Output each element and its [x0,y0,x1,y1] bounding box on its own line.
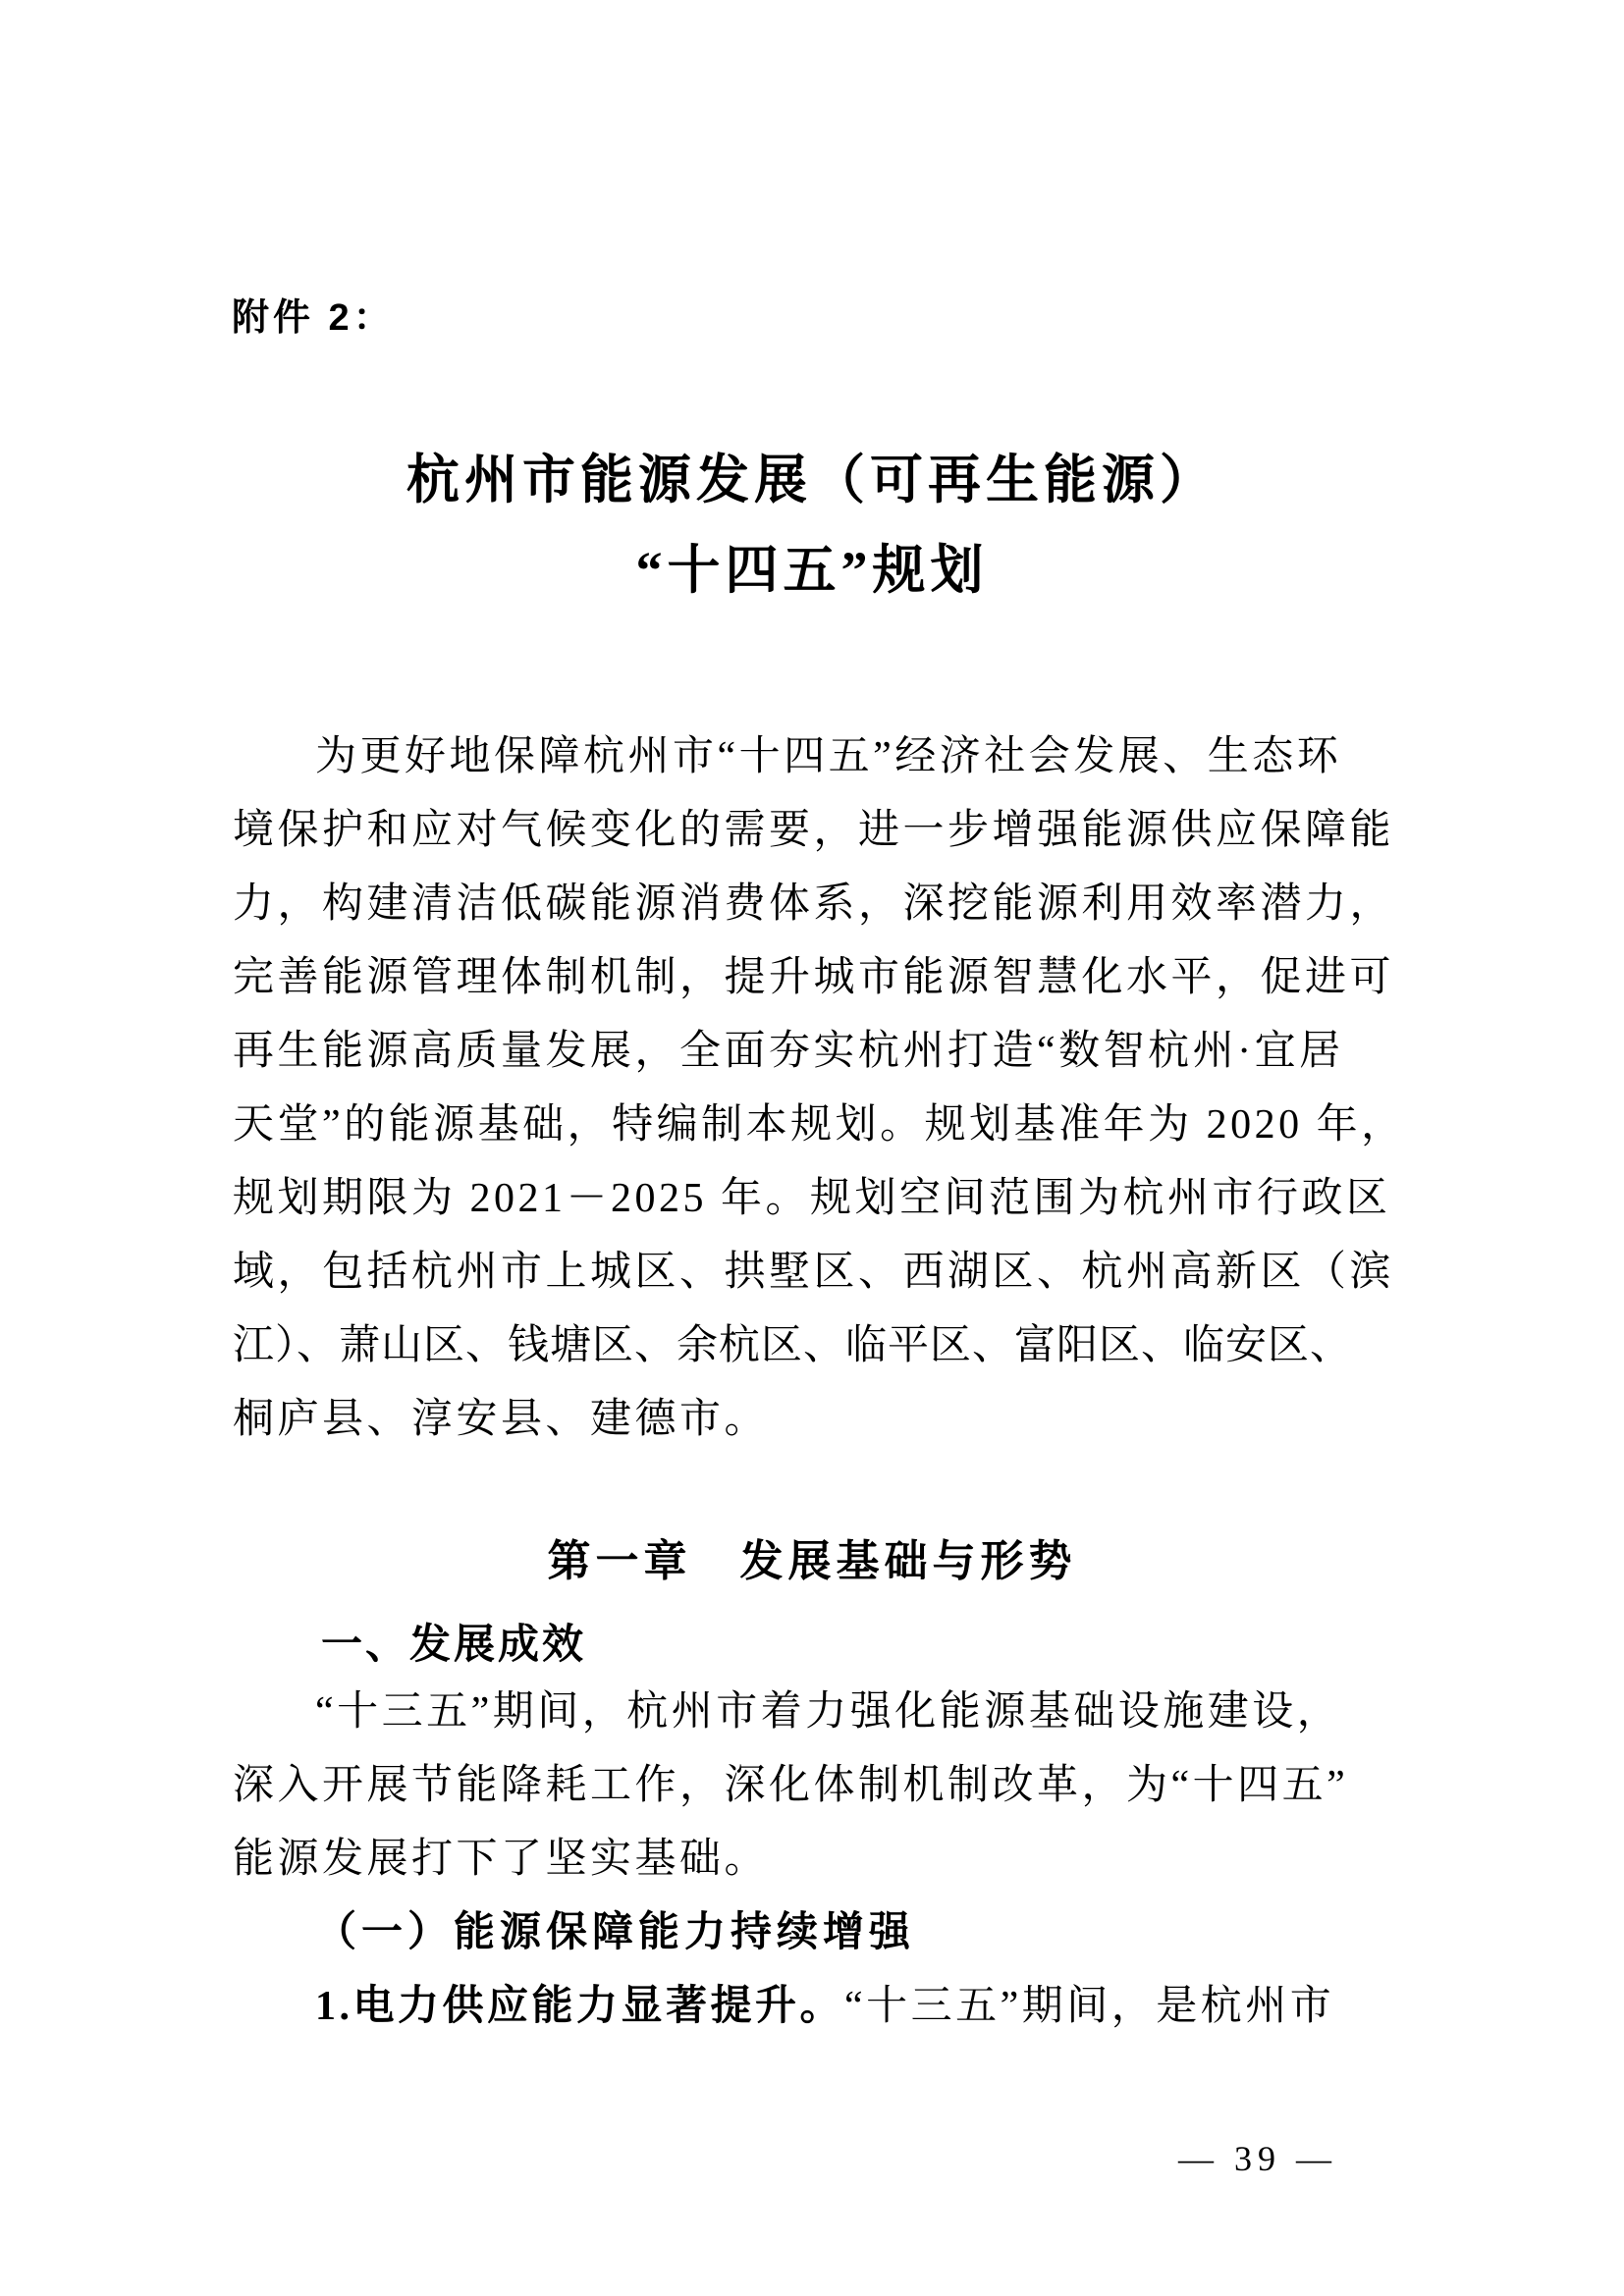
text-line: 能源发展打下了坚实基础。 [233,1837,770,1882]
text-line: “十三五”期间，杭州市着力强化能源基础设施建设， [315,1689,1342,1735]
numbered-item-text: “十三五”期间，是杭州市 [844,1984,1335,2029]
document-title-line1: 杭州市能源发展（可再生能源） [406,451,1218,509]
text-line: 江）、萧山区、钱塘区、余杭区、临平区、富阳区、临安区、 [233,1323,1353,1368]
text-line: 桐庐县、淳安县、建德市。 [233,1397,770,1442]
text-line: 域，包括杭州市上城区、拱墅区、西湖区、杭州高新区（滨 [233,1250,1395,1295]
text-line: 深入开展节能降耗工作，深化体制机制改革，为“十四五” [233,1763,1349,1808]
section-paragraph [233,1676,1393,1896]
section-heading: 一、发展成效 [321,1621,587,1667]
numbered-item-lead: 1.电力供应能力显著提升。 [315,1984,845,2029]
text-line: 规划期限为 2021－2025 年。规划空间范围为杭州市行政区 [233,1176,1391,1221]
chapter-heading: 第一章 发展基础与形势 [547,1537,1077,1585]
text-line: 力，构建清洁低碳能源消费体系，深挖能源利用效率潜力， [233,881,1395,927]
text-line: 再生能源高质量发展，全面夯实杭州打造“数智杭州·宜居 [233,1029,1344,1074]
text-line: 天堂”的能源基础，特编制本规划。规划基准年为 2020 年， [233,1102,1406,1148]
text-line: 完善能源管理体制机制，提升城市能源智慧化水平，促进可 [233,955,1395,1000]
document-title-line2: “十四五”规划 [635,541,989,600]
numbered-item-line [233,1970,1393,2044]
intro-paragraph [233,721,1406,1457]
text-line: 境保护和应对气候变化的需要，进一步增强能源供应保障能 [233,808,1395,853]
text-line: 为更好地保障杭州市“十四五”经济社会发展、生态环 [315,734,1342,779]
attachment-label: 附件 2： [232,297,395,339]
page-number: — 39 — [1178,2139,1337,2178]
subsection-heading: （一）能源保障能力持续增强 [315,1910,916,1955]
